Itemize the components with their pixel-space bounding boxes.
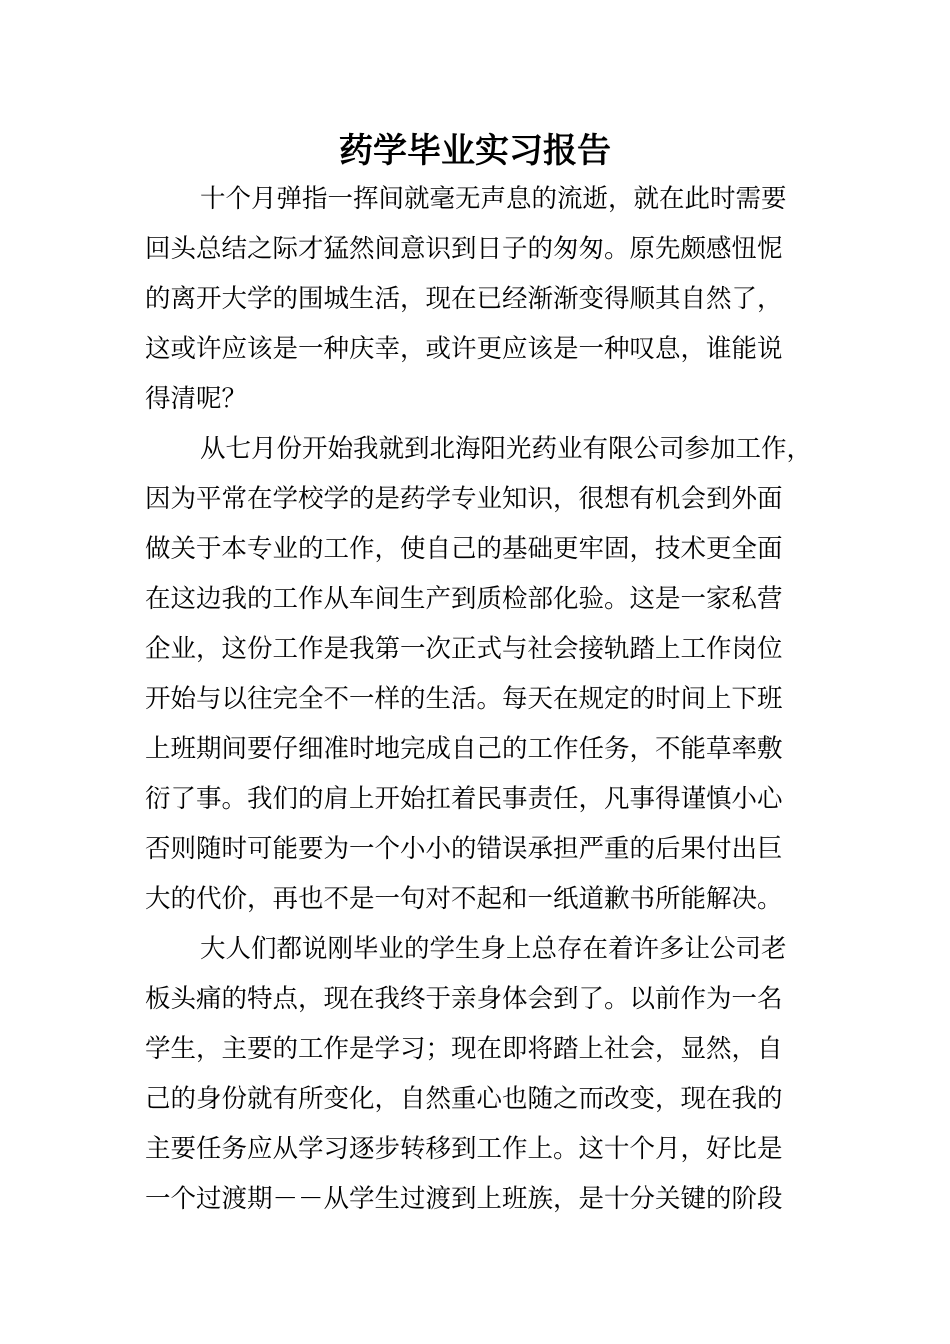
text-line: 一个过渡期－－从学生过渡到上班族，是十分关键的阶段	[145, 1184, 783, 1214]
text-line: 在这边我的工作从车间生产到质检部化验。这是一家私营	[145, 584, 783, 614]
text-line: 十个月弹指一挥间就毫无声息的流逝，就在此时需要	[200, 184, 787, 214]
text-line: 得清呢？	[145, 384, 248, 414]
text-line: 因为平常在学校学的是药学专业知识，很想有机会到外面	[145, 484, 783, 514]
text-line: 否则随时可能要为一个小小的错误承担严重的后果付出巨	[145, 834, 783, 864]
text-line: 开始与以往完全不一样的生活。每天在规定的时间上下班	[145, 684, 783, 714]
text-line: 从七月份开始我就到北海阳光药业有限公司参加工作，	[200, 434, 813, 464]
text-line: 大人们都说刚毕业的学生身上总存在着许多让公司老	[200, 934, 787, 964]
document-title: 药学毕业实习报告	[339, 131, 611, 171]
text-line: 主要任务应从学习逐步转移到工作上。这十个月，好比是	[145, 1134, 783, 1164]
text-line: 板头痛的特点，现在我终于亲身体会到了。以前作为一名	[145, 984, 783, 1014]
text-line: 的离开大学的围城生活，现在已经渐渐变得顺其自然了，	[145, 284, 783, 314]
text-line: 企业，这份工作是我第一次正式与社会接轨踏上工作岗位	[145, 634, 783, 664]
text-line: 这或许应该是一种庆幸，或许更应该是一种叹息，谁能说	[145, 334, 783, 364]
text-line: 大的代价，再也不是一句对不起和一纸道歉书所能解决。	[145, 884, 783, 914]
text-line: 学生，主要的工作是学习；现在即将踏上社会，显然，自	[145, 1034, 783, 1064]
text-line: 上班期间要仔细准时地完成自己的工作任务，不能草率敷	[145, 734, 783, 764]
document-body	[145, 174, 825, 1224]
text-line: 做关于本专业的工作，使自己的基础更牢固，技术更全面	[145, 534, 783, 564]
text-line: 回头总结之际才猛然间意识到日子的匆匆。原先颇感忸怩	[145, 234, 783, 264]
text-line: 己的身份就有所变化，自然重心也随之而改变，现在我的	[145, 1084, 783, 1114]
text-line: 衍了事。我们的肩上开始扛着民事责任，凡事得谨慎小心	[145, 784, 783, 814]
